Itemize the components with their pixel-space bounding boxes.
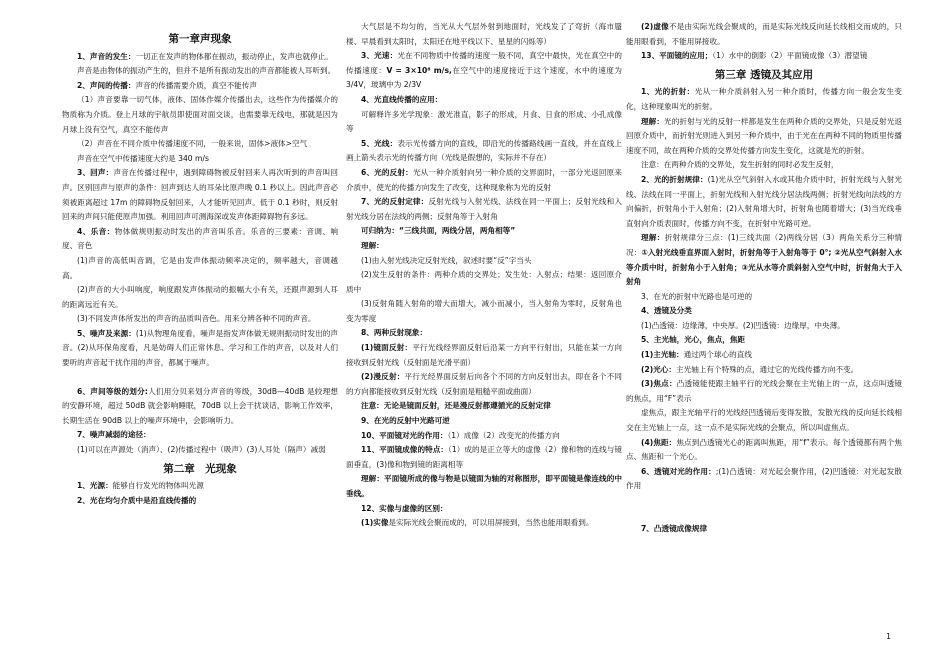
plane-mirror-image-features: 11、平面镜成像的特点：（1）成的是正立等大的虚像（2）像和物的连线与镜面垂直，(3)像和物到镜的距离相等 — [346, 445, 622, 469]
pitch-point: (1)声音的高低叫音调，它是由发声体振动频率决定的，频率越大，音调越高。 — [62, 255, 338, 280]
virtual-image-paragraph: (2)虚像不是由实际光线会聚成的，而是实际光线反向延长线相交而成的，只能用眼看到，不能用屏接收。 — [626, 22, 902, 46]
noise-paragraph: 5、噪声及来源：(1)从物理角度看，噪声是指发声体做无规则振动时发出的声音。(2)从环保角度看，凡是妨碍人们正常休息、学习和工作的声音，以及对人们要听的声音起干扰作用的声音，都属于噪声。 — [62, 328, 338, 368]
specular-reflection: (1)镜面反射：平行光线经界面反射后沿某一方向平行射出，只能在某一方向接收到反射光线（反射面是光滑平面） — [346, 343, 622, 367]
echo-paragraph: 3、回声：声音在传播过程中，遇到障碍物被反射回来人再次听到的声音叫回声。区别回声与原声的条件：回声到达人的耳朵比原声晚 0.1 秒以上。因此声音必须被距离超过 17m 的障碍物反射回来，人才能听见回声。低于 0.1 秒时，则反射回来的声间只能使原声加强。利用回声可测海深或发声体距障碍物有多远。 — [62, 168, 338, 222]
reflection-law-paragraph: 7、光的反射定律：反射光线与入射光线、法线在同一平面上；反射光线和入射光线分居在法线的两侧；反射角等于入射角 — [346, 197, 622, 221]
page-number: 1 — [886, 632, 892, 641]
plane-mirror-effect: 10、平面镜对光的作用：（1）成像（2）改变光的传播方向 — [361, 430, 560, 440]
light-source-paragraph: 1、光源：能够自行发光的物体叫光源 — [77, 481, 204, 491]
reversible-path: 9、在光的反射中光路可逆 — [361, 416, 450, 426]
loudness-point: (2)声音的大小叫响度，响度跟发声体振动的振幅大小有关，还跟声源到人耳的距离远近有关。 — [62, 285, 338, 309]
reflection-understand-label: 理解： — [361, 240, 384, 250]
column-3 — [626, 20, 902, 537]
refraction-paragraph: 1、光的折射：光从一种介质斜射入另一种介质时，传播方向一般会发生变化，这种现象叫光的折射。 — [626, 87, 902, 111]
reflection-understand-2: (2)发生反射的条件：两种介质的交界处；发生处：入射点；结果：返回原介质中 — [346, 270, 622, 294]
focal-point: (3)焦点：凸透镜能使跟主轴平行的光线会聚在主光轴上的一点，这点叫透镜的焦点，用“F”表示 — [626, 379, 902, 403]
sound-propagation-paragraph: 2、声间的传播：声音的传播需要介质，真空不能传声 — [77, 80, 257, 90]
reflection-note: 注意：无论是镜面反射，还是漫反射都遵循光的反射定律 — [361, 401, 551, 411]
light-speed-paragraph: 3、光速：光在不同物质中传播的速度一般不同，真空中最快，光在真空中的传播速度：V = 3×10⁸ m/s,在空气中的速度接近于这个速度，水中的速度为 3/4V，玻璃中为 2/3V — [346, 51, 622, 90]
straight-line-application-text: 可解释许多光学现象：激光准直，影子的形成，月食、日食的形成、小孔成像等 — [346, 109, 622, 134]
refraction-understand: 理解：光的折射与光的反射一样都是发生在两种介质的交界处，只是反射光返回原介质中，而折射光则进入到另一种介质中，由于光在在两种不同的物质里传播速度不同，故在两种介质的交界处传播方向发生变化，这就是光的折射。 — [626, 116, 903, 155]
reflection-paragraph: 6、光的反射：光从一种介质射向另一种介质的交界面时，一部分光返回原来介质中，使光的传播方向发生了改变，这种现象称为光的反射 — [346, 167, 622, 192]
light-straight-line-title: 2、光在均匀介质中是沿直线传播的 — [77, 495, 197, 505]
sound-origin-note: 声音是由物体的振动产生的，但并不是所有振动发出的声音都能被人耳听到。 — [77, 66, 336, 76]
sound-speed: 声音在空气中传播速度大约是 340 m/s — [77, 153, 209, 163]
refraction-note: 注意：在两种介质的交界处，发生折射的同时必发生反射， — [641, 160, 839, 170]
lens-classification-title: 4、透镜及分类 — [641, 306, 692, 316]
real-image-paragraph: (1)实像是实际光线会聚而成的，可以用屏接到，当然也能用眼看到。 — [361, 518, 594, 528]
column-1 — [62, 28, 338, 508]
propagation-point-2: （2）声音在不同介质中传播速度不同，一般来说，固体>液体>空气 — [77, 139, 308, 149]
noise-reduction-text: (1)可以在声源处（消声）、(2)传播过程中（吸声）(3)人耳处（隔声）减弱 — [77, 445, 326, 455]
convex-lens-rule-title: 7、凸透镜成像规律 — [641, 524, 708, 533]
principal-axis: (1)主光轴：通过两个球心的直线 — [641, 350, 752, 360]
reflection-understand-1: (1)由入射光线决定反射光线，叙述时要“反”字当头 — [361, 255, 532, 265]
atmosphere-refraction-paragraph: 大气层是不均匀的，当光从大气层外射到地面时，光线发了了弯折（海市蜃楼、早晨看到太阳时，太阳还在地平线以下、星星的闪烁等） — [346, 22, 622, 46]
lens-terms-title: 5、主光轴，光心，焦点，焦距 — [641, 335, 746, 345]
real-virtual-image-title: 12、实像与虚像的区别： — [361, 503, 448, 513]
chapter-1-title: 第一章声现象 — [168, 33, 232, 45]
column-2 — [346, 20, 622, 531]
light-ray-paragraph: 5、光线：表示光传播方向的直线，即沿光的传播路线画一直线，并在直线上画上箭头表示光的传播方向（光线是假想的，实际并不存在） — [346, 138, 622, 163]
reflection-understand-3: (3)反射角随入射角的增大而增大，减小而减小，当入射角为零时，反射角也变为零度 — [346, 299, 622, 323]
refraction-law-paragraph: 2、光的折射规律：(1)光从空气斜射入水或其他介质中时，折射光线与入射光线、法线在同一平面上，折射光线和入射光线分居法线两侧；折射光线向法线的方向偏折，折射角小于入射角；(2)入射角增大时，折射角也随着增大；(3)当光线垂直射向介质表面时，传播方向不变，在折射中光路可逆。 — [626, 174, 902, 228]
refraction-reversible: 3、在光的折射中光路也是可逆的 — [641, 291, 753, 301]
reflection-law-summary: 可归纳为：“三线共面，两线分居，两角相等” — [361, 226, 516, 236]
optical-center: (2)光心：主光轴上有个特殊的点，通过它的光线传播方向不变。 — [641, 364, 859, 374]
noise-reduction-title: 7、噪声减弱的途径： — [77, 430, 151, 440]
diffuse-reflection: (2)漫反射：平行光经界面反射后向各个不同的方向反射出去，即在各个不同的方向都能接收到反射光线（反射面是粗糙平面或曲面） — [346, 372, 623, 396]
plane-mirror-understand: 理解：平面镜所成的像与物是以镜面为轴的对称图形，即平面镜是像连线的中垂线。 — [346, 474, 622, 498]
sound-origin-paragraph: 1、声音的发生：一切正在发声的物体都在振动，振动停止，发声也就停止。 — [77, 51, 333, 61]
sound-level-paragraph: 6、声间等级的划分:人们用分贝来划分声音的等级，30dB—40dB 是较理想的安静环境，超过 50dB 就会影响睡眠，70dB 以上会干扰谈话，影响工作效率，长期生活在 90dB 以上的噪声环境中，会影响听力。 — [62, 386, 338, 425]
two-reflections-title: 8、两种反射现象： — [361, 328, 428, 338]
chapter-2-title: 第二章 光现象 — [163, 462, 237, 475]
lens-effect: 6、透镜对光的作用：;(1)凸透镜：对光起会聚作用，(2)凹透镜：对光起发散作用 — [626, 466, 902, 491]
chapter-3-title: 第三章 透镜及其应用 — [714, 68, 814, 81]
straight-line-application-title: 4、光直线传播的应用： — [361, 94, 443, 104]
plane-mirror-application: 13、平面镜的应用；（1）水中的倒影（2）平面镜成像（3）潜望镜 — [641, 51, 868, 61]
musical-sound-paragraph: 4、乐音：物体做规则振动时发出的声音叫乐音。乐音的三要素：音调、响度、音色 — [62, 226, 338, 251]
propagation-point-1: （1）声音要靠一切气体，液体、固体作媒介传播出去，这些作为传播媒介的物质称为介质。登上月球的宇航员即使面对面交谈，也需要靠无线电，那就是因为月球上没有空气，真空不能传声 — [62, 95, 338, 134]
refraction-law-understand: 理解：折射规律分三点：(1)三线共面（2)两线分居（3）两角关系分三种情况：①入射光线垂直界面入射时，折射角等于入射角等于 0°; ②光从空气斜射入水等介质中时，折射角小于入射角；③光从水等介质斜射入空气中时，折射角大于入射角 — [626, 233, 902, 287]
timbre-point: (3)不同发声体所发出的声音的品质叫音色。用来分辨各种不同的声音。 — [77, 314, 316, 324]
lens-classification-text: (1)凸透镜：边缘薄，中央厚。(2)凹透镜：边缘厚，中央薄。 — [641, 320, 845, 330]
virtual-focal-point: 虚焦点，跟主光轴平行的光线经凹透镜后变得发散，发散光线的反向延长线相交在主光轴上一点，这一点不是实际光线的会聚点，所以叫虚焦点。 — [626, 408, 902, 433]
focal-length: (4)焦距：焦点到凸透镜光心的距离叫焦距，用“f”表示。每个透镜都有两个焦点、焦距和一个光心。 — [626, 437, 902, 462]
